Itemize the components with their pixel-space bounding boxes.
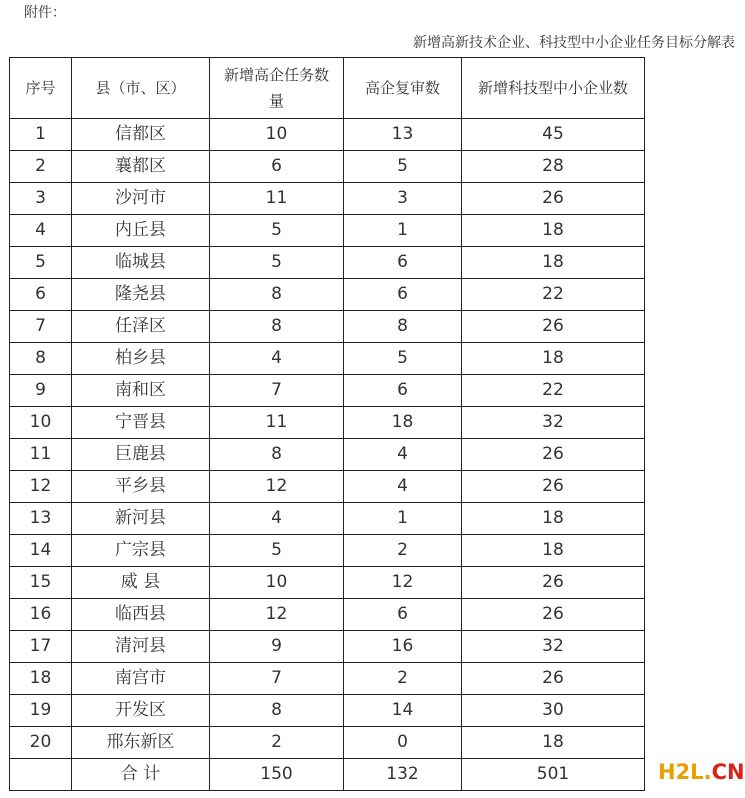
- table-body: [10, 119, 645, 791]
- cell-new-sme: 18: [462, 247, 645, 279]
- cell-index: 9: [10, 375, 72, 407]
- cell-new-hightech-tasks: 10: [210, 567, 344, 599]
- table-row: [10, 343, 645, 375]
- cell-hightech-review: 18: [344, 407, 462, 439]
- cell-index: 6: [10, 279, 72, 311]
- table-row: [10, 663, 645, 695]
- total-row: [10, 759, 645, 791]
- cell-county: 临城县: [72, 247, 210, 279]
- table-row: [10, 151, 645, 183]
- table-row: [10, 311, 645, 343]
- cell-county: 信都区: [72, 119, 210, 151]
- attachment-label: 附件：: [24, 5, 66, 21]
- task-target-table: [9, 57, 645, 791]
- cell-new-sme: 22: [462, 279, 645, 311]
- cell-new-sme: 28: [462, 151, 645, 183]
- cell-index: 2: [10, 151, 72, 183]
- total-cell-county: 合 计: [72, 759, 210, 791]
- cell-new-hightech-tasks: 9: [210, 631, 344, 663]
- cell-new-hightech-tasks: 4: [210, 343, 344, 375]
- cell-new-hightech-tasks: 12: [210, 471, 344, 503]
- column-header-county: 县（市、区）: [72, 58, 210, 119]
- cell-index: 18: [10, 663, 72, 695]
- cell-index: 10: [10, 407, 72, 439]
- cell-county: 隆尧县: [72, 279, 210, 311]
- cell-hightech-review: 0: [344, 727, 462, 759]
- cell-new-hightech-tasks: 11: [210, 183, 344, 215]
- cell-hightech-review: 2: [344, 535, 462, 567]
- cell-hightech-review: 5: [344, 151, 462, 183]
- cell-new-hightech-tasks: 8: [210, 695, 344, 727]
- cell-index: 17: [10, 631, 72, 663]
- cell-index: 12: [10, 471, 72, 503]
- cell-index: 5: [10, 247, 72, 279]
- total-cell-new-sme: 501: [462, 759, 645, 791]
- cell-new-sme: 18: [462, 503, 645, 535]
- cell-new-sme: 26: [462, 439, 645, 471]
- cell-hightech-review: 12: [344, 567, 462, 599]
- cell-hightech-review: 1: [344, 215, 462, 247]
- cell-hightech-review: 2: [344, 663, 462, 695]
- table-row: [10, 375, 645, 407]
- table-row: [10, 119, 645, 151]
- cell-index: 7: [10, 311, 72, 343]
- cell-index: 11: [10, 439, 72, 471]
- cell-county: 任泽区: [72, 311, 210, 343]
- cell-hightech-review: 4: [344, 439, 462, 471]
- table-row: [10, 471, 645, 503]
- cell-new-hightech-tasks: 8: [210, 311, 344, 343]
- cell-hightech-review: 6: [344, 599, 462, 631]
- cell-county: 威 县: [72, 567, 210, 599]
- cell-hightech-review: 8: [344, 311, 462, 343]
- cell-county: 开发区: [72, 695, 210, 727]
- table-row: [10, 183, 645, 215]
- cell-hightech-review: 6: [344, 375, 462, 407]
- column-header-hightech-review: 高企复审数: [344, 58, 462, 119]
- cell-new-sme: 45: [462, 119, 645, 151]
- cell-county: 广宗县: [72, 535, 210, 567]
- cell-index: 16: [10, 599, 72, 631]
- cell-hightech-review: 4: [344, 471, 462, 503]
- cell-hightech-review: 13: [344, 119, 462, 151]
- cell-new-hightech-tasks: 7: [210, 375, 344, 407]
- table-row: [10, 727, 645, 759]
- cell-county: 巨鹿县: [72, 439, 210, 471]
- table-row: [10, 695, 645, 727]
- table-row: [10, 503, 645, 535]
- total-cell-index: [10, 759, 72, 791]
- table-row: [10, 247, 645, 279]
- watermark-part-3: CN: [711, 760, 745, 784]
- cell-index: 1: [10, 119, 72, 151]
- total-cell-new-hightech-tasks: 150: [210, 759, 344, 791]
- cell-new-sme: 18: [462, 535, 645, 567]
- cell-new-hightech-tasks: 6: [210, 151, 344, 183]
- cell-county: 内丘县: [72, 215, 210, 247]
- cell-county: 平乡县: [72, 471, 210, 503]
- cell-county: 临西县: [72, 599, 210, 631]
- column-header-new-hightech-tasks-label: 新增高企任务数量: [223, 66, 329, 110]
- cell-index: 8: [10, 343, 72, 375]
- cell-new-hightech-tasks: 8: [210, 439, 344, 471]
- cell-index: 20: [10, 727, 72, 759]
- cell-new-sme: 18: [462, 727, 645, 759]
- cell-new-sme: 18: [462, 343, 645, 375]
- column-header-new-hightech-tasks: [210, 58, 344, 119]
- cell-new-hightech-tasks: 11: [210, 407, 344, 439]
- cell-new-sme: 26: [462, 567, 645, 599]
- cell-new-sme: 18: [462, 215, 645, 247]
- cell-county: 南和区: [72, 375, 210, 407]
- cell-new-hightech-tasks: 12: [210, 599, 344, 631]
- cell-new-hightech-tasks: 2: [210, 727, 344, 759]
- cell-index: 15: [10, 567, 72, 599]
- cell-new-sme: 32: [462, 407, 645, 439]
- cell-new-sme: 26: [462, 311, 645, 343]
- cell-new-sme: 26: [462, 599, 645, 631]
- cell-new-hightech-tasks: 7: [210, 663, 344, 695]
- cell-new-hightech-tasks: 5: [210, 247, 344, 279]
- table-row: [10, 535, 645, 567]
- document-title: 新增高新技术企业、科技型中小企业任务目标分解表: [413, 35, 735, 51]
- cell-hightech-review: 1: [344, 503, 462, 535]
- site-watermark: [658, 760, 745, 784]
- cell-new-sme: 26: [462, 663, 645, 695]
- cell-new-hightech-tasks: 8: [210, 279, 344, 311]
- cell-new-sme: 26: [462, 471, 645, 503]
- column-header-new-sme: 新增科技型中小企业数: [462, 58, 645, 119]
- cell-county: 新河县: [72, 503, 210, 535]
- cell-new-sme: 22: [462, 375, 645, 407]
- total-cell-hightech-review: 132: [344, 759, 462, 791]
- table-row: [10, 439, 645, 471]
- cell-new-hightech-tasks: 10: [210, 119, 344, 151]
- cell-county: 邢东新区: [72, 727, 210, 759]
- table-row: [10, 631, 645, 663]
- table-header-row: [10, 58, 645, 119]
- cell-index: 13: [10, 503, 72, 535]
- cell-new-sme: 26: [462, 183, 645, 215]
- cell-county: 沙河市: [72, 183, 210, 215]
- cell-hightech-review: 3: [344, 183, 462, 215]
- cell-county: 柏乡县: [72, 343, 210, 375]
- cell-hightech-review: 5: [344, 343, 462, 375]
- watermark-part-1: H2L: [658, 760, 704, 784]
- cell-new-sme: 32: [462, 631, 645, 663]
- table-row: [10, 215, 645, 247]
- cell-new-hightech-tasks: 5: [210, 535, 344, 567]
- table-row: [10, 279, 645, 311]
- table-row: [10, 599, 645, 631]
- cell-county: 南宫市: [72, 663, 210, 695]
- watermark-part-2: .: [703, 760, 712, 784]
- cell-hightech-review: 14: [344, 695, 462, 727]
- cell-county: 宁晋县: [72, 407, 210, 439]
- cell-index: 14: [10, 535, 72, 567]
- cell-new-hightech-tasks: 4: [210, 503, 344, 535]
- column-header-index: 序号: [10, 58, 72, 119]
- cell-new-sme: 30: [462, 695, 645, 727]
- cell-index: 4: [10, 215, 72, 247]
- cell-new-hightech-tasks: 5: [210, 215, 344, 247]
- cell-hightech-review: 16: [344, 631, 462, 663]
- cell-county: 清河县: [72, 631, 210, 663]
- cell-index: 19: [10, 695, 72, 727]
- cell-hightech-review: 6: [344, 279, 462, 311]
- cell-index: 3: [10, 183, 72, 215]
- table-row: [10, 407, 645, 439]
- table-row: [10, 567, 645, 599]
- cell-county: 襄都区: [72, 151, 210, 183]
- cell-hightech-review: 6: [344, 247, 462, 279]
